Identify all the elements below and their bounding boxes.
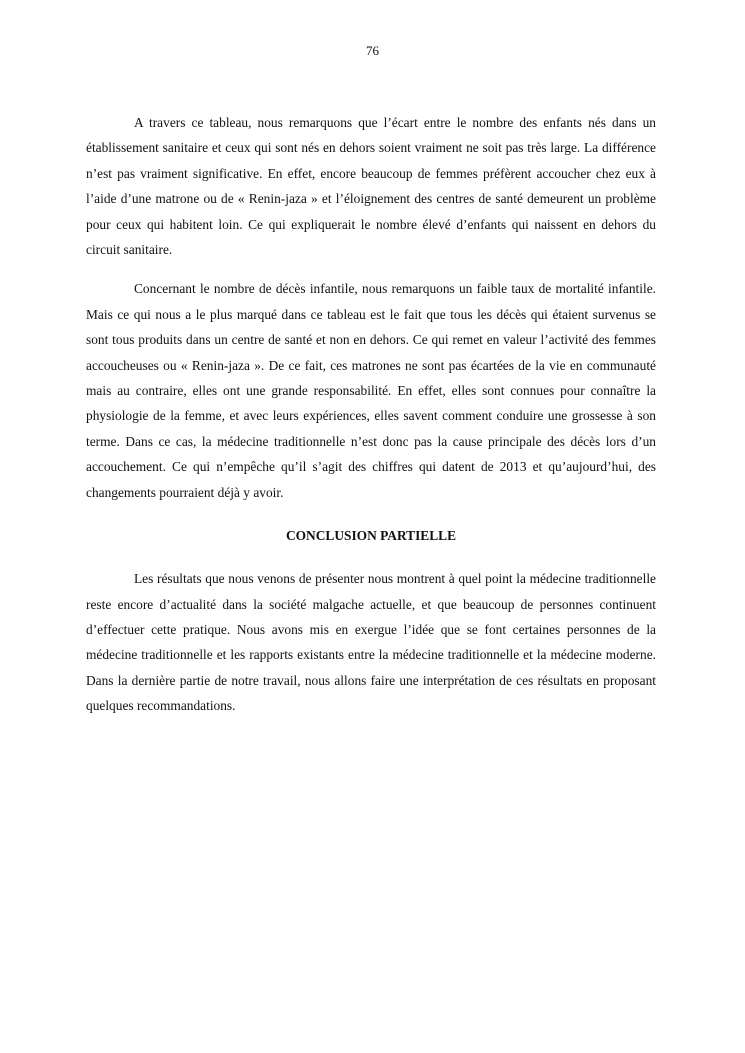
paragraph-conclusion: Les résultats que nous venons de présenter nous montrent à quel point la médecine traditionnelle reste encore d’actualité dans la société malgache actuelle, et que beaucoup de personnes continuent d’effectuer cette pratique. Nous avons mis en exergue l’idée que se font certaines personnes de la médecine traditionnelle et les rapports existants entre la médecine traditionnelle et la médecine moderne. Dans la dernière partie de notre travail, nous allons faire une interprétation de ces résultats en proposant quelques recommandations. [86, 571, 656, 714]
document-body [86, 110, 656, 719]
paragraph-infant-mortality: Concernant le nombre de décès infantile, nous remarquons un faible taux de mortalité infantile. Mais ce qui nous a le plus marqué dans ce tableau est le fait que tous les décès qui étaient survenus se sont tous produits dans un centre de santé et non en dehors. Ce qui remet en valeur l’activité des femmes accoucheuses ou « Renin-jaza ». De ce fait, ces matrones ne sont pas écartées de la vie en communauté mais au contraire, elles ont une grande responsabilité. En effet, elles sont connues pour connaître la physiologie de la femme, et avec leurs expériences, elles savent comment conduire une grossesse à son terme. Dans ce cas, la médecine traditionnelle n’est donc pas la cause principale des décès lors d’un accouchement. Ce qui n’empêche qu’il s’agit des chiffres qui datent de 2013 et qu’aujourd’hui, des changements pourraient déjà y avoir. [86, 281, 656, 500]
paragraph-table-analysis: A travers ce tableau, nous remarquons que l’écart entre le nombre des enfants nés dans un établissement sanitaire et ceux qui sont nés en dehors soient vraiment ne soit pas très large. La différence n’est pas vraiment significative. En effet, encore beaucoup de femmes préfèrent accoucher chez eux à l’aide d’une matrone ou de « Renin-jaza » et l’éloignement des centres de santé demeurent un problème pour ceux qui habitent loin. Ce qui expliquerait le nombre élevé d’enfants qui naissent en dehors du circuit sanitaire. [86, 115, 656, 258]
section-heading: CONCLUSION PARTIELLE [285, 528, 457, 544]
page-number: 76 [366, 43, 379, 58]
